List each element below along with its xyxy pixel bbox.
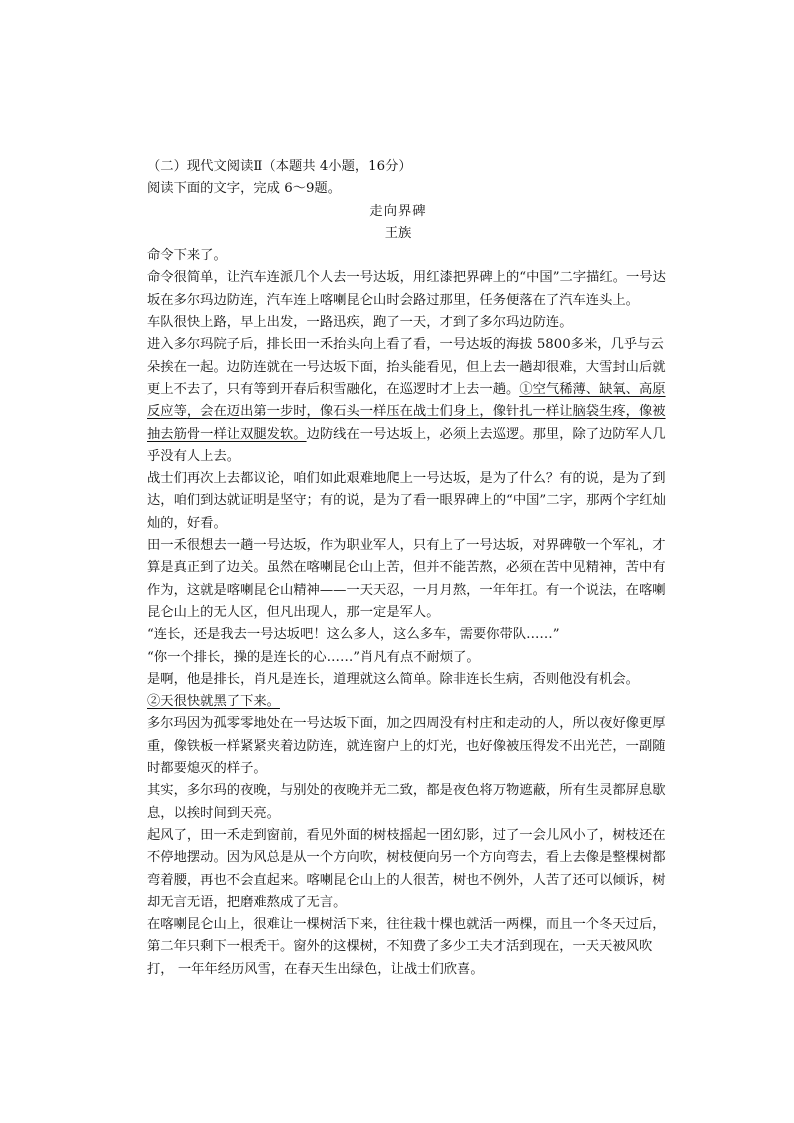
paragraph-3: 车队很快上路，早上出发，一路迅疾，跑了一天，才到了多尔玛边防连。 [147, 315, 573, 331]
paragraph-8 [120, 691, 676, 713]
paragraph-4-tail: 边防线在一号达坂上，必须上去巡逻。那里，除了边防军人几乎没有人上去。 [147, 426, 666, 464]
paragraph-2: 命令很简单，让汽车连派几个人去一号达坂，用红漆把界碑上的“中国”二字描红。一号达坂在多尔玛边防连，汽车连上喀喇昆仑山时会路过那里，任务便落在了汽车连头上。 [147, 270, 666, 308]
underlined-sentence-2: ②天很快就黑了下来。 [147, 694, 280, 710]
article-title: 走向界碑 [369, 203, 427, 219]
document-page [120, 156, 676, 981]
underlined-sentence-1: ①空气稀薄、缺氧、高原反应等，会在迈出第一步时，像石头一样压在战士们身上，像针扎一样让脑袋生疼，像被抽去筋骨一样让双腿发软。 [147, 381, 666, 442]
paragraph-10: 其实，多尔玛的夜晚，与别处的夜晚并无二致，都是夜色将万物遮蔽，所有生灵都屏息歇息，以挨时间到天亮。 [147, 783, 666, 821]
paragraph-4-text: 进入多尔玛院子后，排长田一禾抬头向上看了看，一号达坂的海拔 5800多米，几乎与云朵挨在一起。边防连就在一号达坂下面，抬头能看见，但上去一趟却很难，大雪封山后就更上不去了，只有等到开春后积雪融化，在巡逻时才上去一趟。 [147, 337, 666, 397]
paragraph-4 [120, 334, 676, 468]
paragraph-1: 命令下来了。 [147, 248, 227, 264]
author: 王族 [384, 225, 412, 241]
paragraph-11: 起风了，田一禾走到窗前，看见外面的树枝摇起一团幻影，过了一会儿风小了，树枝还在不停地摆动。因为风总是从一个方向吹，树枝便向另一个方向弯去，看上去像是整棵树都弯着腰，再也不会直起来。喀喇昆仑山上的人很苦，树也不例外，人苦了还可以倾诉，树却无言无语，把磨难熬成了无言。 [147, 827, 666, 910]
paragraph-9: 多尔玛因为孤零零地处在一号达坂下面，加之四周没有村庄和走动的人，所以夜好像更厚重，像铁板一样紧紧夹着边防连，就连窗户上的灯光，也好像被压得发不出光芒，一副随时都要熄灭的样子。 [147, 716, 666, 777]
instruction: 阅读下面的文字，完成 6～9题。 [147, 181, 342, 197]
section-heading: （二）现代文阅读Ⅱ（本题共 4小题，16分） [147, 159, 412, 174]
paragraph-12: 在喀喇昆仑山上，很难让一棵树活下来，往往栽十棵也就活一两棵，而且一个冬天过后， 第二年只剩下一根秃干。窗外的这棵树，不知费了多少工夫才活到现在，一天天被风吹打， 一年年经历风雪，在春天生出绿色，让战士们欣喜。 [147, 917, 666, 977]
dialogue-1: “连长，还是我去一号达坂吧！这么多人，这么多车，需要你带队……” [147, 627, 560, 643]
dialogue-2: “你一个排长，操的是连长的心……”肖凡有点不耐烦了。 [147, 649, 480, 665]
paragraph-5: 战士们再次上去都议论，咱们如此艰难地爬上一号达坂，是为了什么？有的说，是为了到达，咱们到达就证明是坚守；有的说，是为了看一眼界碑上的“中国”二字，那两个字红灿灿的，好看。 [147, 471, 666, 531]
paragraph-7: 是啊，他是排长，肖凡是连长，道理就这么简单。除非连长生病，否则他没有机会。 [147, 671, 639, 687]
paragraph-6: 田一禾很想去一趟一号达坂，作为职业军人，只有上了一号达坂，对界碑敬一个军礼，才算是真正到了边关。虽然在喀喇昆仑山上苦，但并不能苦熬，必须在苦中见精神，苦中有作为，这就是喀喇昆仑山精神——一天天忍，一月月熬，一年年扛。有一个说法，在喀喇昆仑山上的无人区，但凡出现人，那一定是军人。 [147, 538, 666, 620]
